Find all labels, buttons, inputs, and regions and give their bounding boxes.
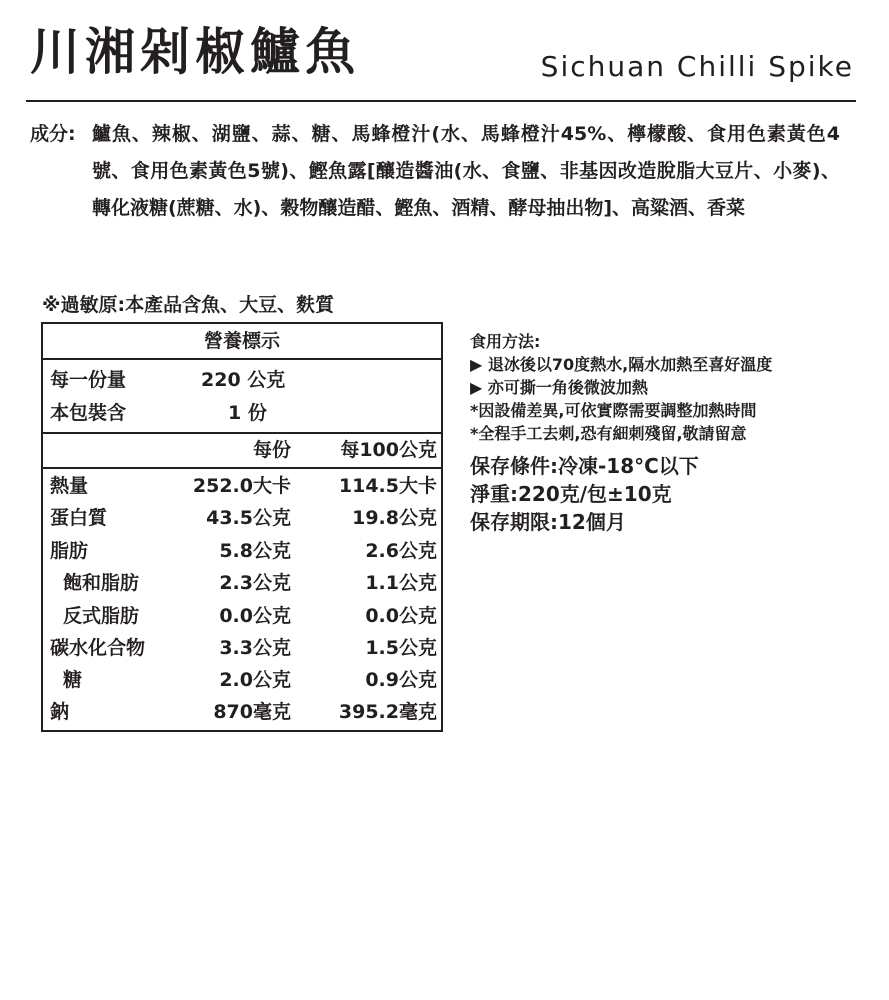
- header-divider: [26, 100, 856, 102]
- servings-per-package-row: [43, 397, 441, 429]
- product-title-zh: 川湘剁椒鱸魚: [30, 23, 360, 81]
- nutrient-per-serving: 0.0公克: [219, 605, 291, 627]
- product-title-en: Sichuan Chilli Spike: [540, 50, 854, 83]
- nutrient-name: 鈉: [50, 701, 70, 723]
- usage-title: 食用方法:: [470, 332, 541, 351]
- nutrient-per-serving: 43.5公克: [206, 507, 291, 529]
- usage-line: ▶ 亦可撕一角後微波加熱: [470, 378, 648, 397]
- usage-instructions: [470, 330, 870, 445]
- ingredients-text: 鱸魚、辣椒、湖鹽、蒜、糖、馬蜂橙汁(水、馬蜂橙汁45%、檸檬酸、食用色素黃色4號、食用色素黃色5號)、鰹魚露[釀造醬油(水、食鹽、非基因改造脫脂大豆片、小麥)、轉化液糖(蔗糖、水)、穀物釀造醋、鰹魚、酒精、酵母抽出物]、高粱酒、香菜: [92, 123, 840, 219]
- storage-condition: 保存條件:冷凍-18°C以下: [470, 454, 699, 478]
- nutrient-per-100g: 2.6公克: [365, 540, 437, 562]
- net-weight: 淨重:220克/包±10克: [470, 482, 672, 506]
- nutrition-title: 營養標示: [203, 330, 280, 352]
- nutrient-name: 碳水化合物: [50, 637, 146, 659]
- nutrient-per-serving: 5.8公克: [219, 540, 291, 562]
- nutrient-row: [43, 632, 441, 664]
- nutrient-per-serving: 2.3公克: [219, 572, 291, 594]
- nutrient-row: [43, 600, 441, 632]
- nutrient-per-100g: 114.5大卡: [338, 475, 437, 497]
- allergen-notice: ※過敏原:本產品含魚、大豆、麩質: [42, 294, 335, 316]
- nutrient-per-100g: 19.8公克: [352, 507, 437, 529]
- nutrient-name: 脂肪: [50, 540, 89, 562]
- nutrient-per-serving: 3.3公克: [219, 637, 291, 659]
- nutrient-name: 飽和脂肪: [63, 572, 140, 594]
- col-per-serving: 每份: [252, 439, 291, 461]
- nutrient-name: 反式脂肪: [63, 605, 140, 627]
- usage-line: *全程手工去刺,恐有細刺殘留,敬請留意: [470, 424, 747, 443]
- nutrient-name: 糖: [63, 669, 83, 691]
- ingredients-label: 成分:: [30, 123, 76, 145]
- shelf-life: 保存期限:12個月: [470, 510, 626, 534]
- nutrient-row: [43, 470, 441, 502]
- nutrient-per-serving: 252.0大卡: [192, 475, 291, 497]
- nutrient-per-100g: 395.2毫克: [338, 701, 437, 723]
- nutrient-row: [43, 567, 441, 599]
- servings-per-package-value: 1 份: [228, 402, 267, 424]
- column-header-row: [43, 434, 441, 466]
- nutrient-per-100g: 1.1公克: [365, 572, 437, 594]
- storage-info: [470, 452, 699, 536]
- nutrient-name: 蛋白質: [50, 507, 108, 529]
- nutrient-per-100g: 1.5公克: [365, 637, 437, 659]
- ingredients-section: [30, 116, 840, 227]
- nutrition-table: [41, 322, 443, 732]
- nutrient-row: [43, 535, 441, 567]
- nutrient-row: [43, 502, 441, 534]
- servings-per-package-label: 本包裝含: [50, 402, 127, 424]
- nutrient-row: [43, 696, 441, 728]
- serving-size-row: [43, 364, 441, 396]
- serving-size-label: 每一份量: [50, 369, 127, 391]
- nutrient-per-serving: 2.0公克: [219, 669, 291, 691]
- nutrient-per-serving: 870毫克: [213, 701, 291, 723]
- usage-line: ▶ 退冰後以70度熱水,隔水加熱至喜好溫度: [470, 355, 773, 374]
- nutrient-row: [43, 664, 441, 696]
- divider: [43, 358, 441, 360]
- nutrient-per-100g: 0.9公克: [365, 669, 437, 691]
- col-per-100g: 每100公克: [340, 439, 437, 461]
- serving-size-value: 220 公克: [201, 369, 286, 391]
- nutrient-name: 熱量: [50, 475, 89, 497]
- usage-line: *因設備差異,可依實際需要調整加熱時間: [470, 401, 757, 420]
- nutrient-per-100g: 0.0公克: [365, 605, 437, 627]
- divider: [43, 467, 441, 469]
